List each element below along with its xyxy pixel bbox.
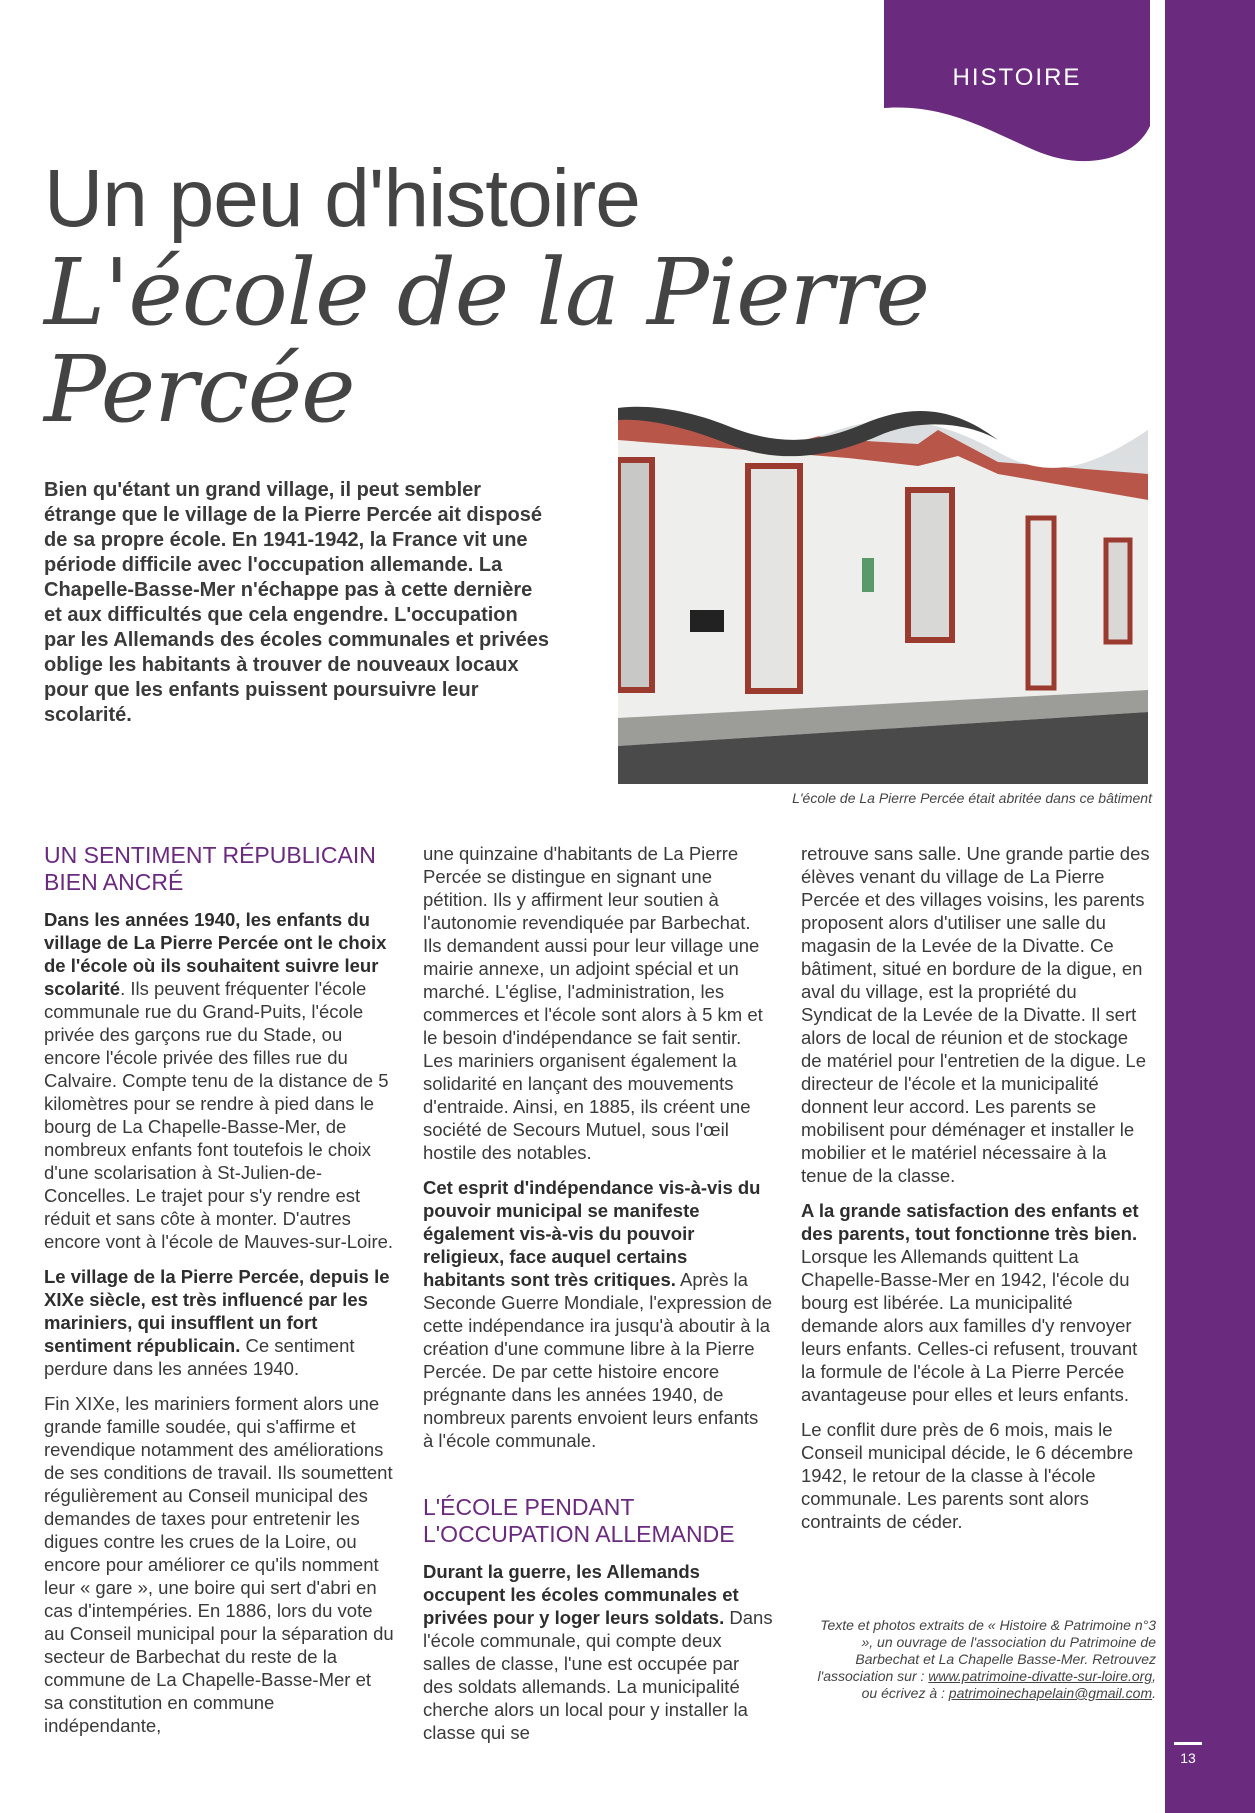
col2-p2-lead: Cet esprit d'indépendance vis-à-vis du pouvoir municipal se manifeste également vis-à-vis du pouvoir religieux, face auquel certains habitants sont très critiques. <box>423 1177 761 1290</box>
col3-p2-lead: A la grande satisfaction des enfants et des parents, tout fonctionne très bien. <box>801 1200 1139 1244</box>
col1-p2-lead: Le village de la Pierre Percée, depuis le XIXe siècle, est très influencé par les mariniers, qui insufflent un fort sentiment républicain. <box>44 1266 390 1356</box>
col3-p2-body: Lorsque les Allemands quittent La Chapelle-Basse-Mer en 1942, l'école du bourg est libérée. La municipalité demande alors aux familles d'y renvoyer leurs enfants. Celles-ci refusent, trouvant la formule de l'école à La Pierre Percée avantageuse pour elles et leurs enfants. <box>801 1246 1138 1405</box>
text-column-2 <box>423 842 773 1756</box>
title-line-1: Un peu d'histoire <box>44 153 640 244</box>
source-credit <box>812 1617 1156 1702</box>
col2-paragraph-1: une quinzaine d'habitants de La Pierre Percée se distingue en signant une pétition. Ils y affirment leur soutien à l'autonomie revendiquée par Barbechat. Ils demandent aussi pour leur village une mairie annexe, un adjoint spécial et un marché. L'église, l'administration, les commerces et l'école sont alors à 5 km et le besoin d'indépendance se fait sentir. Les mariniers organisent également la solidarité en lançant des mouvements d'entraide. Ainsi, en 1885, ils créent une société de Secours Mutuel, sous l'œil hostile des notables. <box>423 843 763 1163</box>
col1-p1-body: . Ils peuvent fréquenter l'école communale rue du Grand-Puits, l'école privée des garçons rue du Stade, ou encore l'école privée des filles rue du Calvaire. Compte tenu de la distance de 5 kilomètres pour se rendre à pied dans le bourg de La Chapelle-Basse-Mer, de nombreux enfants font toutefois le choix d'une scolarisation à St-Julien-de-Concelles. Le trajet pour s'y rendre est réduit et sans côte à monter. D'autres encore vont à l'école de Mauves-sur-Loire. <box>44 978 394 1252</box>
col1-paragraph-1 <box>44 908 394 1253</box>
school-building-photo <box>618 400 1148 784</box>
col2-p3-body: Dans l'école communale, qui compte deux salles de classe, l'une est occupée par des soldats allemands. La municipalité cherche alors un local pour y installer la classe qui se <box>423 1607 773 1743</box>
credit-middle: , ou écrivez à : <box>861 1668 1156 1701</box>
col2-p3-lead: Durant la guerre, les Allemands occupent les écoles communales et privées pour y loger leurs soldats. <box>423 1561 739 1628</box>
section-label: HISTOIRE <box>952 64 1082 91</box>
col2-p2-body: Après la Seconde Guerre Mondiale, l'expression de cette indépendance ira jusqu'à aboutir à la création d'une commune libre à la Pierre Percée. De par cette histoire encore prégnante dans les années 1940, de nombreux parents envoient leurs enfants à l'école communale. <box>423 1269 773 1451</box>
col1-paragraph-2 <box>44 1265 394 1380</box>
credit-end: . <box>1152 1685 1156 1701</box>
col1-p1-lead: Dans les années 1940, les enfants du village de La Pierre Percée ont le choix de l'école où ils souhaitent suivre leur scolarité <box>44 909 387 999</box>
website-link[interactable]: www.patrimoine-divatte-sur-loire.org <box>928 1668 1153 1684</box>
col3-paragraph-3: Le conflit dure près de 6 mois, mais le Conseil municipal décide, le 6 décembre 1942, le retour de la classe à l'école communale. Les parents sont alors contraints de céder. <box>801 1419 1134 1532</box>
section-heading-occupation: L'ÉCOLE PENDANT L'OCCUPATION ALLEMANDE <box>423 1494 735 1547</box>
col2-paragraph-2 <box>423 1176 773 1452</box>
page-number-rule <box>1174 1742 1202 1745</box>
col2-paragraph-3 <box>423 1560 773 1744</box>
col1-paragraph-3: Fin XIXe, les mariniers forment alors une grande famille soudée, qui s'affirme et revendique notamment des améliorations de ses conditions de travail. Ils soumettent régulièrement au Conseil municipal des demandes de taxes pour entretenir les digues contre les crues de la Loire, ou encore pour améliorer ce qu'ils nomment leur « gare », une boire qui sert d'abri en cas d'intempéries. En 1886, lors du vote au Conseil municipal pour la séparation du secteur de Barbechat du reste de la commune de La Chapelle-Basse-Mer et sa constitution en commune indépendante, <box>44 1393 394 1736</box>
col3-paragraph-1: retrouve sans salle. Une grande partie des élèves venant du village de La Pierre Percée et des villages voisins, les parents proposent alors d'utiliser une salle du magasin de la Levée de la Divatte. Ce bâtiment, situé en bordure de la digue, en aval du village, est la propriété du Syndicat de la Levée de la Divatte. Il sert alors de local de réunion et de stockage de matériel pour l'entretien de la digue. Le directeur de l'école et la municipalité donnent leur accord. Les parents se mobilisent pour déménager et installer le mobilier et le matériel nécessaire à la tenue de la classe. <box>801 843 1150 1186</box>
text-column-1 <box>44 842 394 1749</box>
col1-p2-body: Ce sentiment perdure dans les années 1940. <box>44 1335 355 1379</box>
col3-paragraph-2 <box>801 1199 1151 1406</box>
email-link[interactable]: patrimoinechapelain@gmail.com <box>948 1685 1153 1701</box>
text-column-3 <box>801 842 1151 1545</box>
intro-paragraph: Bien qu'étant un grand village, il peut sembler étrange que le village de la Pierre Percée ait disposé de sa propre école. En 1941-1942, la France vit une période difficile avec l'occupation allemande. La Chapelle-Basse-Mer n'échappe pas à cette dernière et aux difficultés que cela engendre. L'occupation par les Allemands des écoles communales et privées oblige les habitants à trouver de nouveaux locaux pour que les enfants puissent poursuivre leur scolarité. <box>44 479 550 726</box>
credit-text: Texte et photos extraits de « Histoire & Patrimoine n°3 », un ouvrage de l'association du Patrimoine de Barbechat et La Chapelle Basse-Mer. Retrouvez l'association sur : <box>817 1617 1156 1684</box>
title-line-2: L'école de la Pierre Percée <box>44 239 930 443</box>
section-heading-republicain: UN SENTIMENT RÉPUBLICAIN BIEN ANCRÉ <box>44 842 376 895</box>
page-number: 13 <box>1180 1750 1196 1766</box>
photo-caption: L'école de La Pierre Percée était abritée dans ce bâtiment <box>792 790 1152 806</box>
